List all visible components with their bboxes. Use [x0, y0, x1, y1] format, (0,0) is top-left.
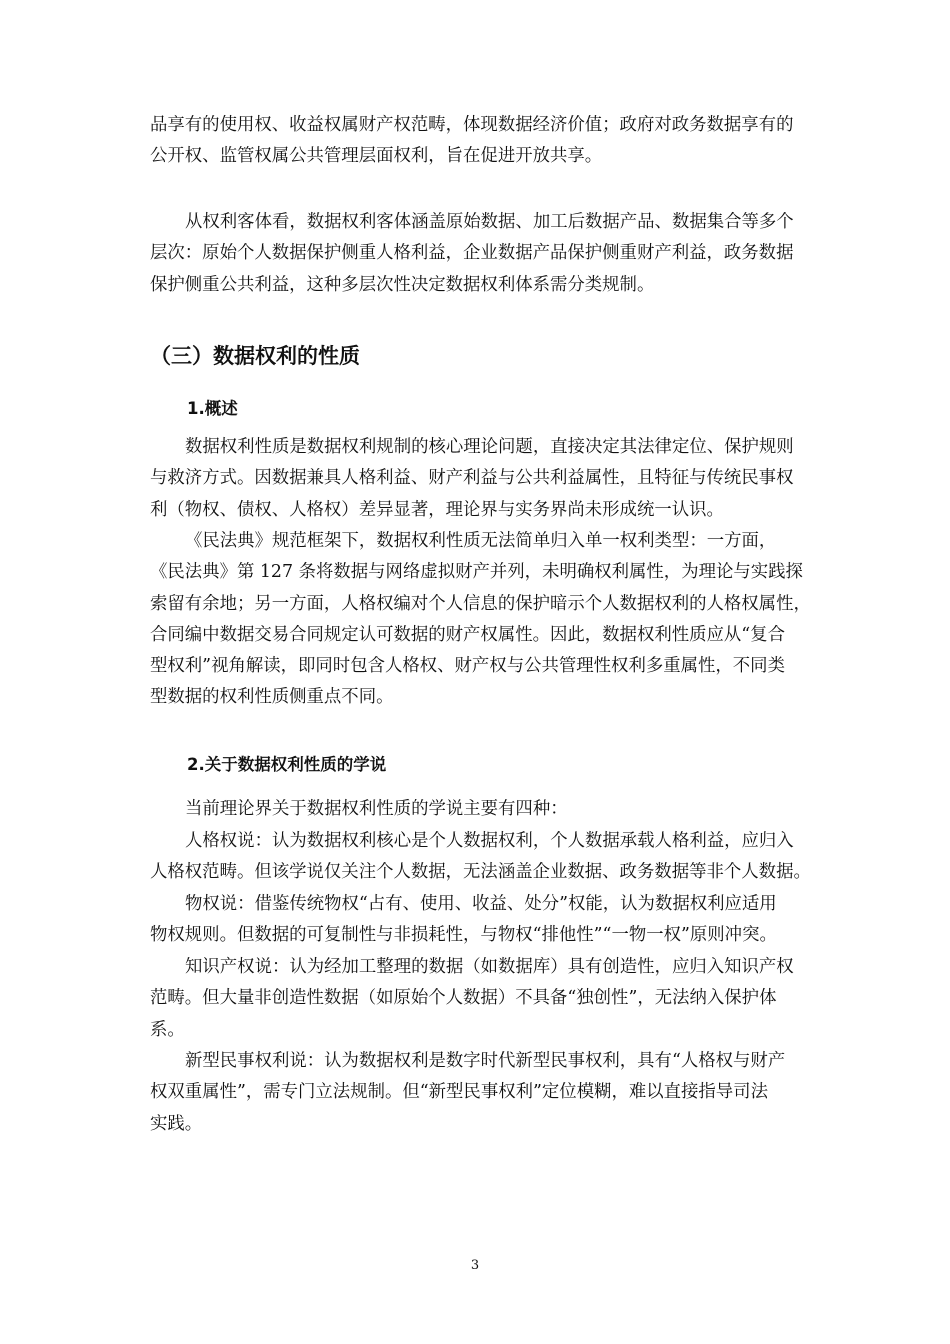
text-line: 利（物权、债权、人格权）差异显著，理论界与实务界尚未形成统一认识。 [150, 499, 724, 520]
text-line: 物权规则。但数据的可复制性与非损耗性，与物权“排他性”“一物一权”原则冲突。 [150, 925, 777, 946]
subsection-heading-theories: 2.关于数据权利性质的学说 [187, 755, 387, 774]
text-line: 品享有的使用权、收益权属财产权范畴，体现数据经济价值；政府对政务数据享有的 [150, 115, 794, 135]
text-line: 知识产权说：认为经加工整理的数据（如数据库）具有创造性，应归入知识产权 [185, 957, 794, 977]
text-line: 人格权范畴。但该学说仅关注个人数据，无法涵盖企业数据、政务数据等非个人数据。 [150, 862, 811, 883]
paragraph-civil-code [150, 526, 860, 714]
text-line: 《民法典》第 127 条将数据与网络虚拟财产并列，未明确权利属性，为理论与实践探 [150, 562, 803, 583]
text-line: 型权利”视角解读，即同时包含人格权、财产权与公共管理性权利多重属性，不同类 [150, 656, 785, 677]
text-line: 数据权利性质是数据权利规制的核心理论问题，直接决定其法律定位、保护规则 [185, 437, 794, 457]
text-line: 实践。 [150, 1113, 203, 1134]
paragraph-property-theory [150, 889, 860, 952]
text-line: 权双重属性”，需专门立法规制。但“新型民事权利”定位模糊，难以直接指导司法 [150, 1082, 768, 1103]
page-number: 3 [470, 1258, 480, 1273]
section-heading: （三）数据权利的性质 [150, 344, 360, 368]
paragraph-rights-subjects-end [150, 110, 860, 173]
subsection-heading-overview: 1.概述 [187, 399, 238, 418]
text-line: 当前理论界关于数据权利性质的学说主要有四种： [185, 799, 568, 819]
text-line: 从权利客体看，数据权利客体涵盖原始数据、加工后数据产品、数据集合等多个 [185, 212, 794, 232]
text-line: 与救济方式。因数据兼具人格利益、财产利益与公共利益属性，且特征与传统民事权 [150, 468, 794, 489]
paragraph-ip-theory [150, 952, 860, 1046]
text-line: 系。 [150, 1019, 185, 1040]
text-line: 保护侧重公共利益，这种多层次性决定数据权利体系需分类规制。 [150, 274, 655, 295]
text-line: 范畴。但大量非创造性数据（如原始个人数据）不具备“独创性”，无法纳入保护体 [150, 988, 777, 1009]
text-line: 《民法典》规范框架下，数据权利性质无法简单归入单一权利类型：一方面， [185, 531, 777, 551]
text-line: 新型民事权利说：认为数据权利是数字时代新型民事权利，具有“人格权与财产 [185, 1051, 786, 1071]
text-line: 合同编中数据交易合同规定认可数据的财产权属性。因此，数据权利性质应从“复合 [150, 624, 785, 645]
text-line: 索留有余地；另一方面，人格权编对个人信息的保护暗示个人数据权利的人格权属性， [150, 593, 811, 614]
paragraph-theories-intro [150, 794, 860, 825]
text-line: 公开权、监管权属公共管理层面权利，旨在促进开放共享。 [150, 146, 603, 167]
text-line: 型数据的权利性质侧重点不同。 [150, 687, 394, 708]
text-line: 层次：原始个人数据保护侧重人格利益，企业数据产品保护侧重财产利益，政务数据 [150, 243, 794, 264]
paragraph-rights-object [150, 207, 860, 301]
text-line: 物权说：借鉴传统物权“占有、使用、收益、处分”权能，认为数据权利应适用 [185, 894, 777, 914]
paragraph-new-civil-right-theory [150, 1046, 860, 1140]
text-line: 人格权说：认为数据权利核心是个人数据权利，个人数据承载人格利益，应归入 [185, 831, 794, 851]
paragraph-personality-theory [150, 826, 860, 889]
paragraph-overview [150, 432, 860, 526]
